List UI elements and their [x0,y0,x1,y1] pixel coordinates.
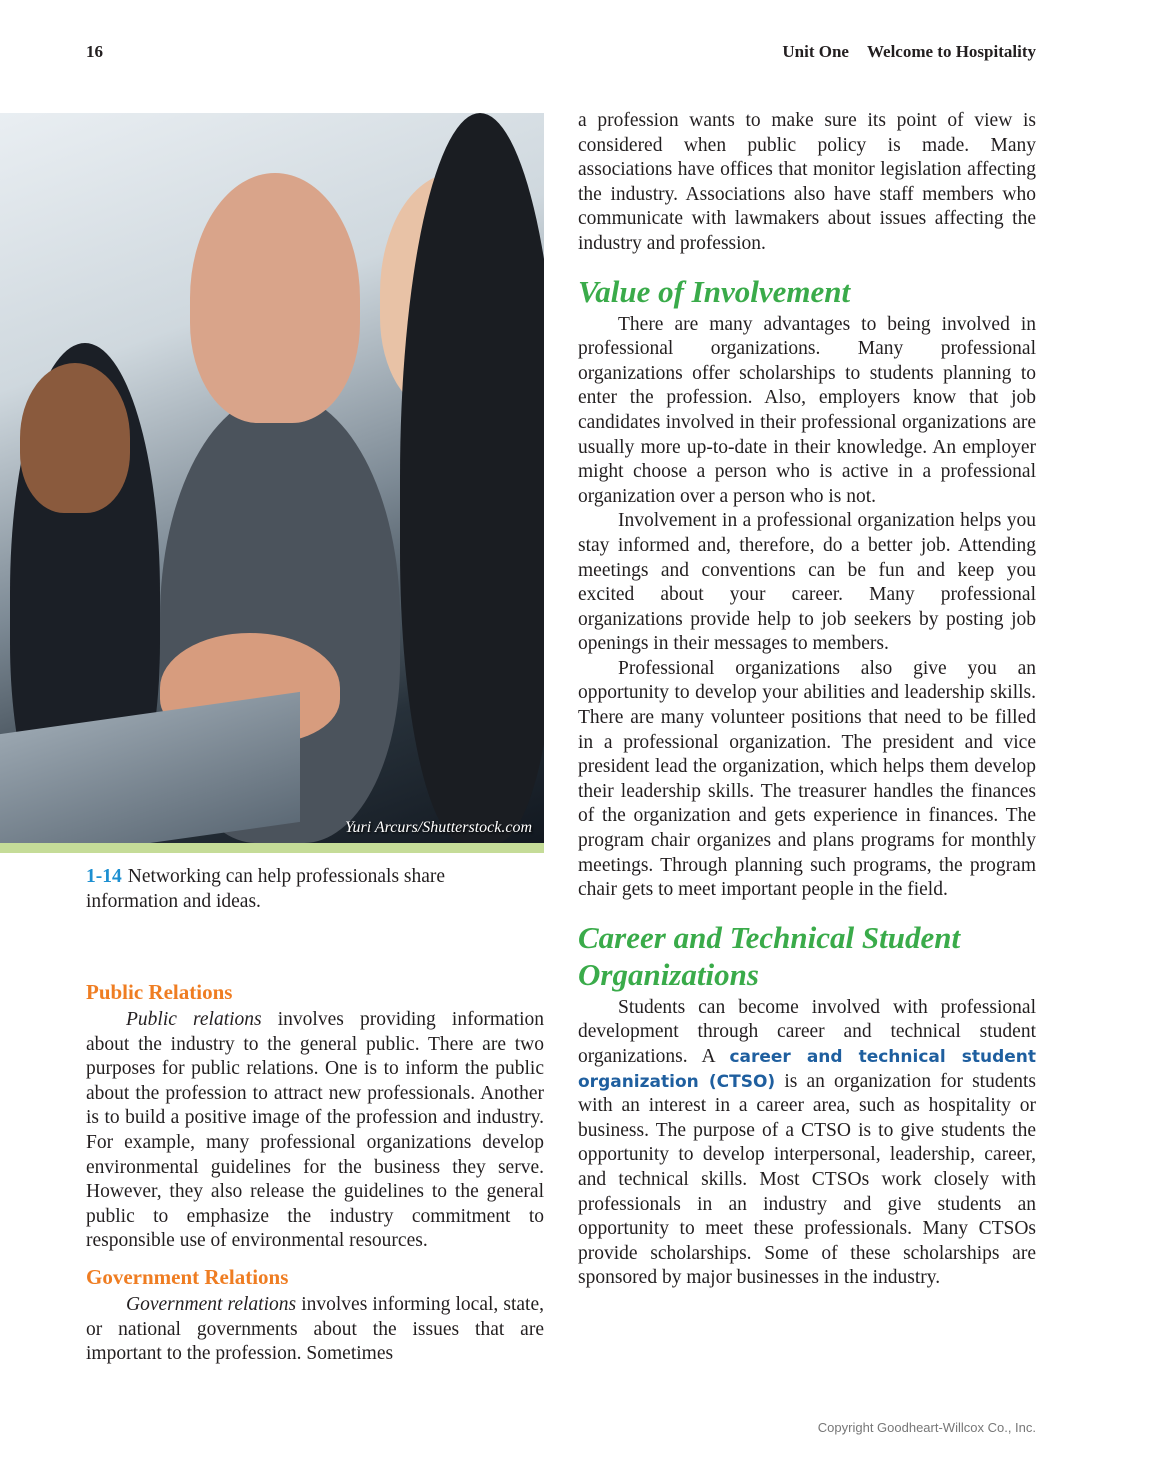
photo-credit: Yuri Arcurs/Shutterstock.com [345,819,532,836]
government-relations-text: involves informing local, state, or national governments about the issues that are important to the profession. Sometimes [86,1293,544,1365]
heading-public-relations: Public Relations [86,980,233,1004]
paragraph-involvement-1: There are many advantages to being involved in professional organizations. Many professional organizations offer scholarships to students planning to enter the profession. Also, employers know that job candidates involved in their professional organizations are usually more up-to-date in their knowledge. An employer might choose a person who is active in a professional organization over a person who is not. [578,313,1036,507]
figure-caption [86,864,526,914]
heading-value-of-involvement: Value of Involvement [578,273,851,309]
term-government-relations: Government relations [126,1293,297,1315]
ctso-intro: Students can become involved with professional development through career and technical student organizations. A [578,996,1036,1067]
figure-photo [0,113,544,843]
left-column [86,977,544,1367]
unit-title [782,42,1036,62]
term-public-relations: Public relations [126,1009,262,1030]
photo-face-left [20,363,130,513]
term-ctso: career and technical student organization (CTSO) [578,1047,1036,1092]
page-number: 16 [86,42,103,61]
unit-label: Unit One [782,42,849,61]
right-column [578,109,1036,1291]
photo-face-center [190,173,360,423]
paragraph-public-relations [86,1008,544,1254]
paragraph-involvement-3: Professional organizations also give you an opportunity to develop your abilities and leadership skills. There are many volunteer positions that need to be filled in a professional organization. The president and vice president lead the organization, which helps them develop their leadership skills. The treasurer handles the finances of the organization and gets experience in finances. The program chair organizes and plans programs for monthly meetings. Through planning such programs, the program chair gets to meet important people in the field. [578,657,1036,901]
paragraph-involvement-2: Involvement in a professional organization helps you stay informed and, therefore, do a better job. Attending meetings and conventions can be fun and keep you excited about your career. Many professional organizations provide help to job seekers by posting job openings in their messages to members. [578,510,1036,655]
figure-caption-text: Networking can help professionals share information and ideas. [86,866,446,912]
ctso-text: is an organization for students with an interest in a career area, such as hospitality or business. The purpose of a CTSO is to give students the opportunity to develop interpersonal, leadership, career, and technical skills. Most CTSOs work closely with professionals in an industry and give students an opportunity to meet these professionals. Many CTSOs provide scholarships. Some of these scholarships are sponsored by major businesses in the industry. [578,1070,1036,1289]
paragraph-ctso [578,996,1036,1291]
heading-ctso: Career and Technical Student Organizations [578,919,961,992]
running-head [0,40,1156,66]
paragraph-government-relations [86,1293,544,1367]
heading-government-relations: Government Relations [86,1264,289,1289]
copyright-footer: Copyright Goodheart-Willcox Co., Inc. [817,1420,1036,1435]
figure-number: 1-14 [86,866,122,887]
paragraph-continuation: a profession wants to make sure its point of view is considered when public policy is made. Many associations have offices that monitor legislation affecting the industry. Associations also have staff members who communicate with lawmakers about issues affecting the industry and profession. [578,110,1036,254]
figure-band [0,843,544,853]
public-relations-text: involves providing information about the industry to the general public. There are two purposes for public relations. One is to inform the public about the profession to attract new professionals. Another is to build a positive image of the profession and industry. For example, many professional organizations develop environmental guidelines for the business they serve. However, they also release the guidelines to the general public to emphasize the industry commitment to responsible use of environmental resources. [86,1009,544,1252]
unit-name: Welcome to Hospitality [866,42,1036,61]
